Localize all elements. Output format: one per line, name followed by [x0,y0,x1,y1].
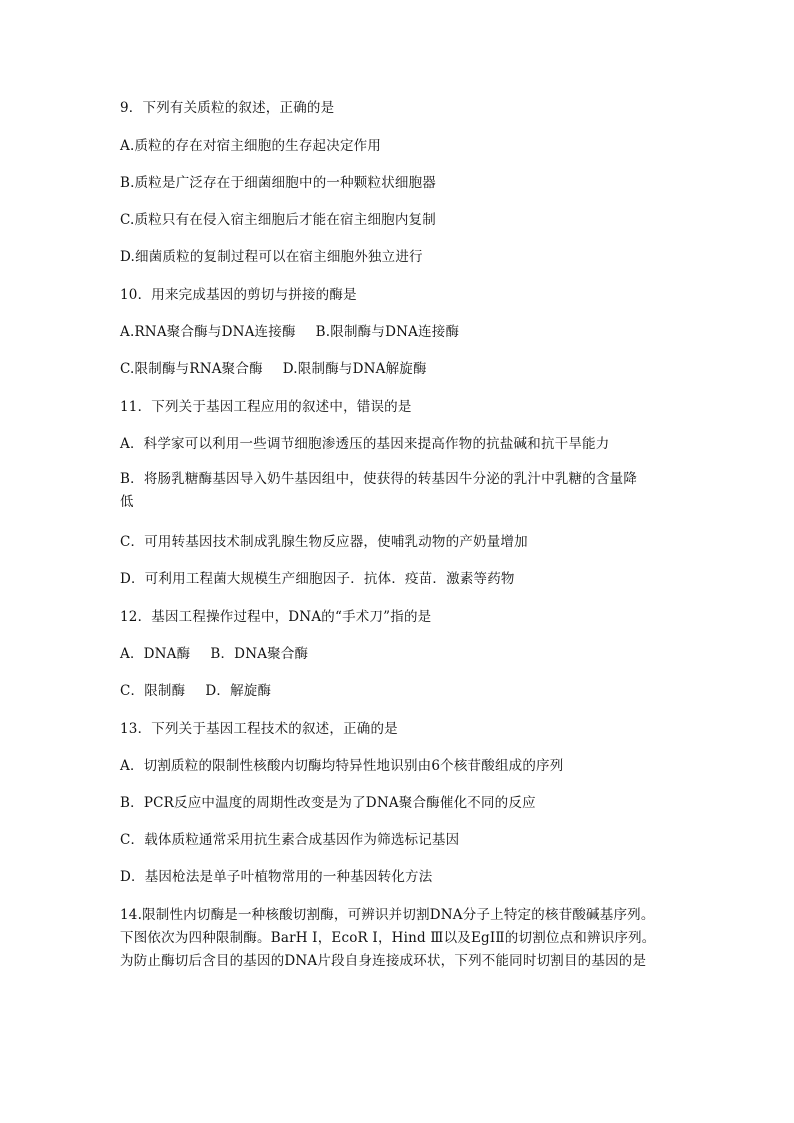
q12-options-ab [120,646,680,662]
q12-option-a: A．DNA酶 [120,646,191,662]
q9-stem: 9．下列有关质粒的叙述，正确的是 [120,100,335,116]
q13-option-d: D．基因枪法是单子叶植物常用的一种基因转化方法 [120,869,433,885]
q13-option-b: B．PCR反应中温度的周期性改变是为了DNA聚合酶催化不同的反应 [120,795,536,811]
q12-stem: 12．基因工程操作过程中，DNA的“手术刀”指的是 [120,609,432,625]
q10-option-a: A.RNA聚合酶与DNA连接酶 [120,324,296,340]
q12-option-d: D．解旋酶 [205,683,272,699]
q9-option-c: C.质粒只有在侵入宿主细胞后才能在宿主细胞内复制 [120,212,436,228]
q14-stem-line2: 下图依次为四种限制酶。BarH Ⅰ，EcoR Ⅰ，Hind Ⅲ以及EgIⅡ的切割位点和辨识序列。 [120,930,656,946]
q11-option-c: C．可用转基因技术制成乳腺生物反应器，使哺乳动物的产奶量增加 [120,534,528,550]
q11-stem: 11．下列关于基因工程应用的叙述中，错误的是 [120,399,412,415]
q10-option-b: B.限制酶与DNA连接酶 [315,324,460,340]
q9-option-d: D.细菌质粒的复制过程可以在宿主细胞外独立进行 [120,249,423,265]
q10-option-c: C.限制酶与RNA聚合酶 [120,361,263,377]
q12-options-cd [120,683,680,699]
q11-option-b-line1: B．将肠乳糖酶基因导入奶牛基因组中，使获得的转基因牛分泌的乳汁中乳糖的含量降 [120,471,638,487]
q14-stem-line3: 为防止酶切后含目的基因的DNA片段自身连接成环状，下列不能同时切割目的基因的是 [120,953,647,969]
q11-option-a: A．科学家可以利用一些调节细胞渗透压的基因来提高作物的抗盐碱和抗干旱能力 [120,436,610,452]
q9-option-b: B.质粒是广泛存在于细菌细胞中的一种颗粒状细胞器 [120,175,437,191]
q14-stem [120,904,680,973]
q9-option-a: A.质粒的存在对宿主细胞的生存起决定作用 [120,138,382,154]
q10-stem: 10．用来完成基因的剪切与拼接的酶是 [120,287,357,303]
q14-stem-line1: 14.限制性内切酶是一种核酸切割酶，可辨识并切割DNA分子上特定的核苷酸碱基序列。 [120,907,655,923]
q11-option-b [120,468,680,514]
q13-option-c: C．载体质粒通常采用抗生素合成基因作为筛选标记基因 [120,832,460,848]
q13-stem: 13．下列关于基因工程技术的叙述，正确的是 [120,721,398,737]
q12-option-c: C．限制酶 [120,683,186,699]
q10-options-ab [120,324,680,340]
q13-option-a: A．切割质粒的限制性核酸内切酶均特异性地识别由6个核苷酸组成的序列 [120,758,564,774]
q10-options-cd [120,361,680,377]
q11-option-d: D．可利用工程菌大规模生产细胞因子．抗体．疫苗．激素等药物 [120,571,515,587]
q11-option-b-line2: 低 [120,494,134,510]
q12-option-b: B．DNA聚合酶 [210,646,309,662]
q10-option-d: D.限制酶与DNA解旋酶 [282,361,427,377]
